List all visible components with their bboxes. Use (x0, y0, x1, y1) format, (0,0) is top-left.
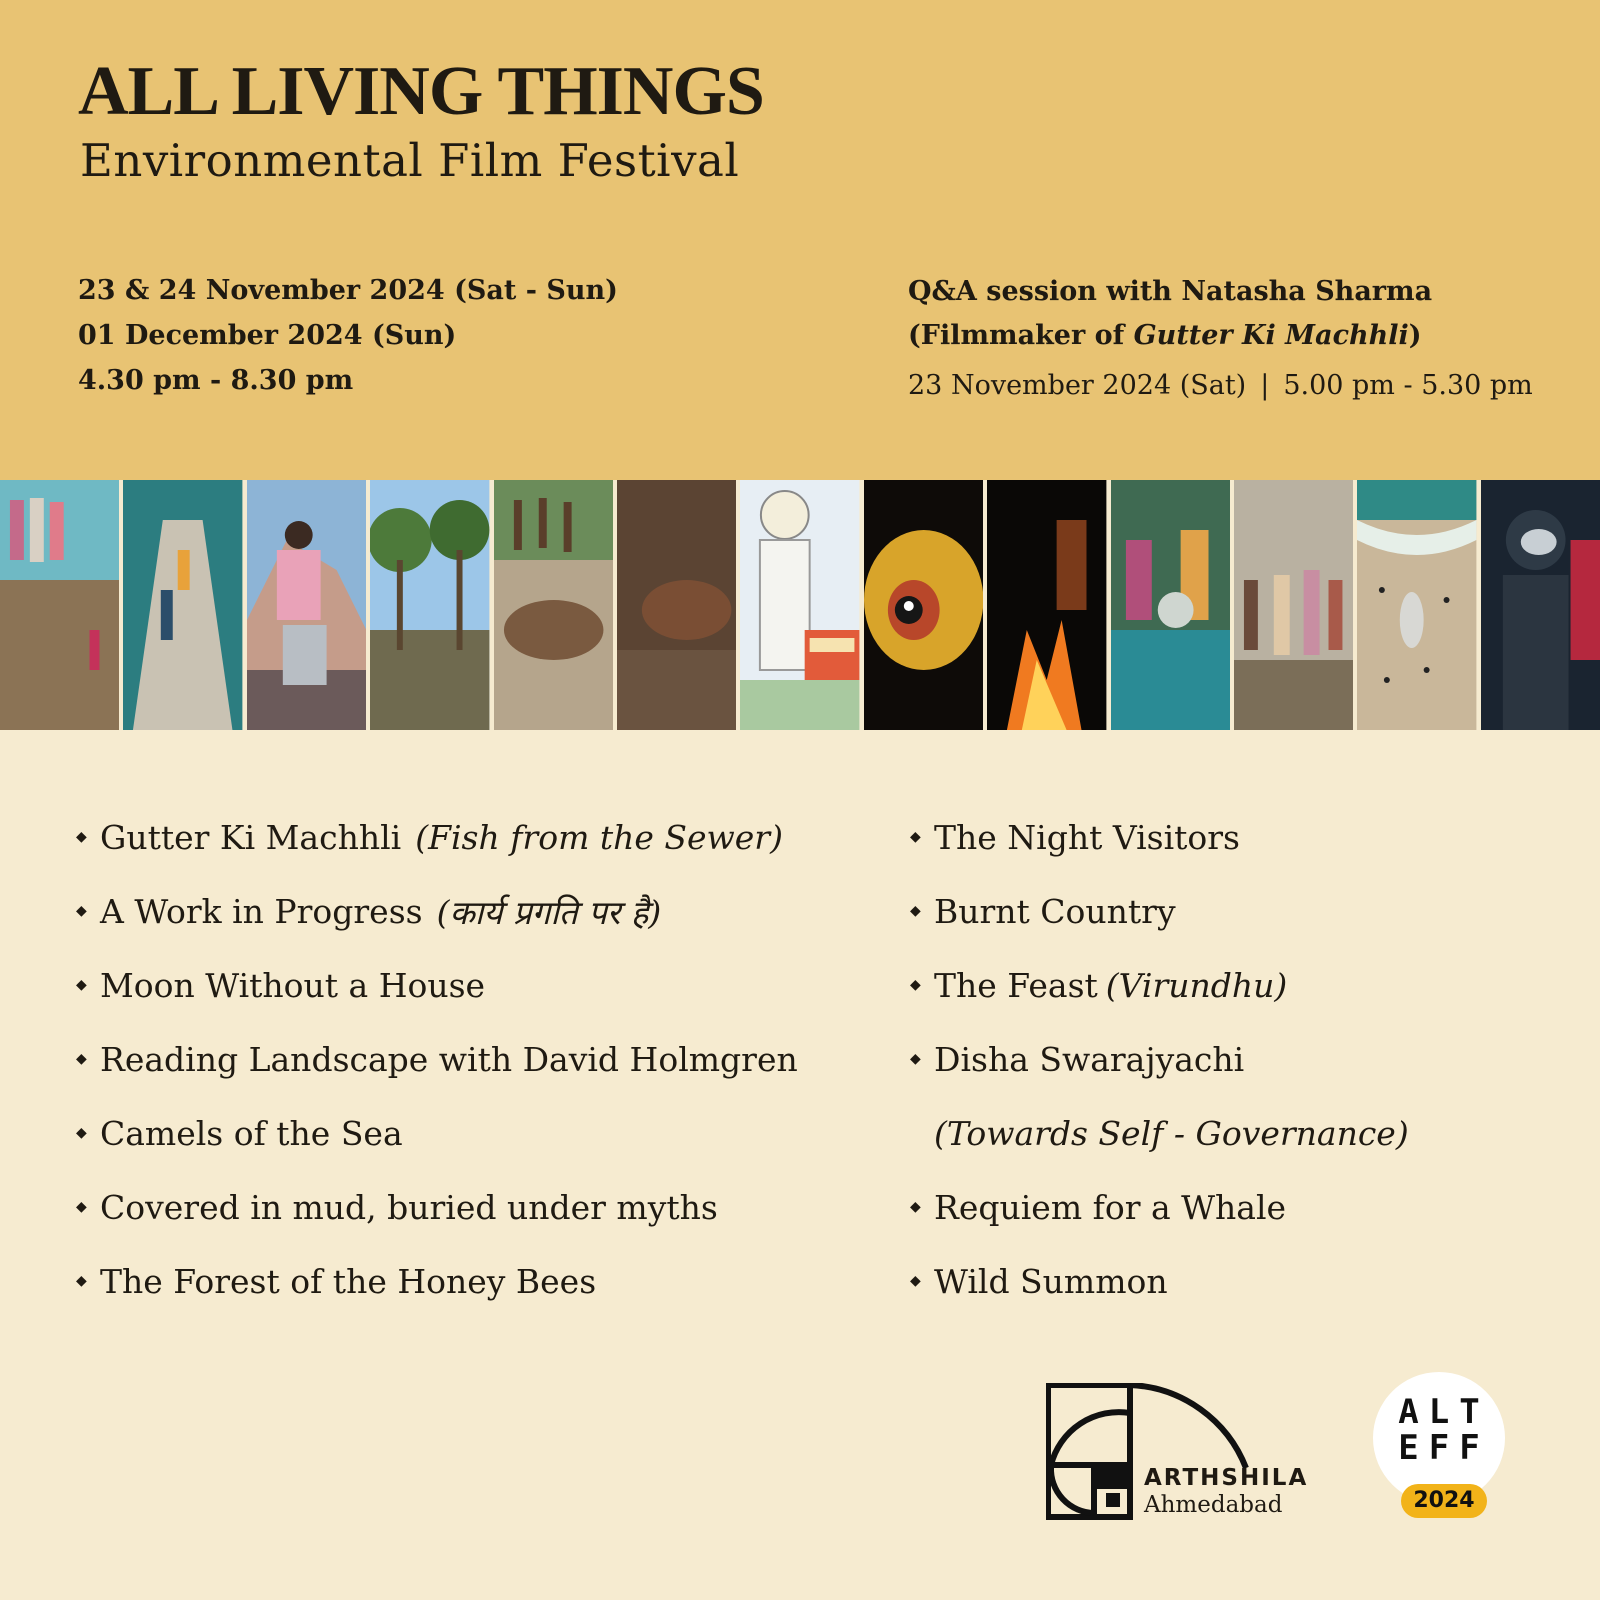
film-still-night-fire (987, 480, 1106, 730)
film-still-snake (617, 480, 736, 730)
qa-film-title: Gutter Ki Machhli (1133, 320, 1409, 351)
qa-time: 5.00 pm - 5.30 pm (1283, 370, 1533, 401)
bullet-icon: ◆ (910, 1051, 921, 1067)
film-title: Burnt Country (934, 891, 1176, 931)
film-item (76, 1022, 798, 1096)
bullet-icon: ◆ (76, 977, 87, 993)
film-list-right (910, 800, 1409, 1318)
film-item (76, 1170, 798, 1244)
film-item (910, 1170, 1409, 1244)
film-item (76, 948, 798, 1022)
film-still-diver (1481, 480, 1600, 730)
film-still-mangrove-women (1111, 480, 1230, 730)
alteff-line-2: EFF (1398, 1428, 1490, 1468)
bullet-icon: ◆ (76, 903, 87, 919)
qa-filmmaker-suffix: ) (1408, 320, 1422, 351)
qa-separator: | (1260, 370, 1270, 401)
qa-filmmaker (908, 314, 1533, 358)
film-still-moth (864, 480, 983, 730)
film-title: Camels of the Sea (100, 1113, 403, 1153)
film-title: Reading Landscape with David Holmgren (100, 1039, 798, 1079)
film-still-beach-turtles (1357, 480, 1476, 730)
bullet-icon: ◆ (910, 1273, 921, 1289)
bullet-icon: ◆ (910, 977, 921, 993)
alteff-line-1: ALT (1398, 1392, 1490, 1432)
film-still-illustrated-beekeeper (740, 480, 859, 730)
qa-filmmaker-prefix: (Filmmaker of (908, 320, 1134, 351)
time-line: 4.30 pm - 8.30 pm (78, 365, 354, 396)
film-item (910, 800, 1409, 874)
film-item (76, 1096, 798, 1170)
qa-schedule (908, 366, 1533, 406)
film-translation: (Fish from the Sewer) (415, 817, 783, 857)
qa-date: 23 November 2024 (Sat) (908, 370, 1247, 401)
film-still-camels-sea (494, 480, 613, 730)
film-list-left (76, 800, 798, 1318)
film-item (76, 800, 798, 874)
festival-title: ALL LIVING THINGS (78, 53, 764, 130)
film-item (910, 948, 1409, 1022)
alteff-year-badge: 2024 (1401, 1484, 1487, 1518)
bullet-icon: ◆ (76, 1199, 87, 1215)
film-translation: (कार्य प्रगति पर है) (436, 892, 662, 932)
bullet-icon: ◆ (910, 903, 921, 919)
film-item (76, 1244, 798, 1318)
film-still-alley (123, 480, 242, 730)
film-title: The Forest of the Honey Bees (100, 1261, 597, 1301)
date-line-1: 23 & 24 November 2024 (Sat - Sun) (78, 275, 618, 306)
bullet-icon: ◆ (76, 1273, 87, 1289)
film-translation: (Virundhu) (1105, 965, 1288, 1005)
film-still-women-walking (1234, 480, 1353, 730)
qa-session (908, 270, 1533, 406)
bullet-icon: ◆ (76, 1125, 87, 1141)
film-item (910, 1022, 1409, 1096)
arthshila-name: ARTHSHILA (1144, 1465, 1309, 1491)
bullet-icon: ◆ (76, 1051, 87, 1067)
film-title: Moon Without a House (100, 965, 486, 1005)
date-line-2: 01 December 2024 (Sun) (78, 320, 457, 351)
film-title: Disha Swarajyachi (934, 1039, 1245, 1079)
bullet-icon: ◆ (910, 829, 921, 845)
film-item (910, 1244, 1409, 1318)
film-item (910, 874, 1409, 948)
film-title: Requiem for a Whale (934, 1187, 1287, 1227)
film-stills-strip (0, 480, 1600, 730)
qa-title: Q&A session with Natasha Sharma (908, 276, 1433, 307)
festival-subtitle: Environmental Film Festival (80, 134, 740, 187)
arthshila-city: Ahmedabad (1144, 1492, 1283, 1518)
film-item-continuation (910, 1096, 1409, 1170)
film-still-garbage-children (0, 480, 119, 730)
bullet-icon: ◆ (76, 829, 87, 845)
film-still-girl-bucket (247, 480, 366, 730)
festival-dates (78, 268, 618, 403)
film-title: The Night Visitors (934, 817, 1240, 857)
film-title: Wild Summon (934, 1261, 1168, 1301)
film-translation: (Towards Self - Governance) (934, 1113, 1409, 1153)
film-title: Gutter Ki Machhli (100, 817, 402, 857)
bullet-icon: ◆ (910, 1199, 921, 1215)
film-title: Covered in mud, buried under myths (100, 1187, 718, 1227)
film-title: A Work in Progress (100, 891, 423, 931)
alteff-logo (1373, 1372, 1505, 1513)
film-title: The Feast (934, 965, 1098, 1005)
film-item (76, 874, 798, 948)
film-still-forest-field (370, 480, 489, 730)
